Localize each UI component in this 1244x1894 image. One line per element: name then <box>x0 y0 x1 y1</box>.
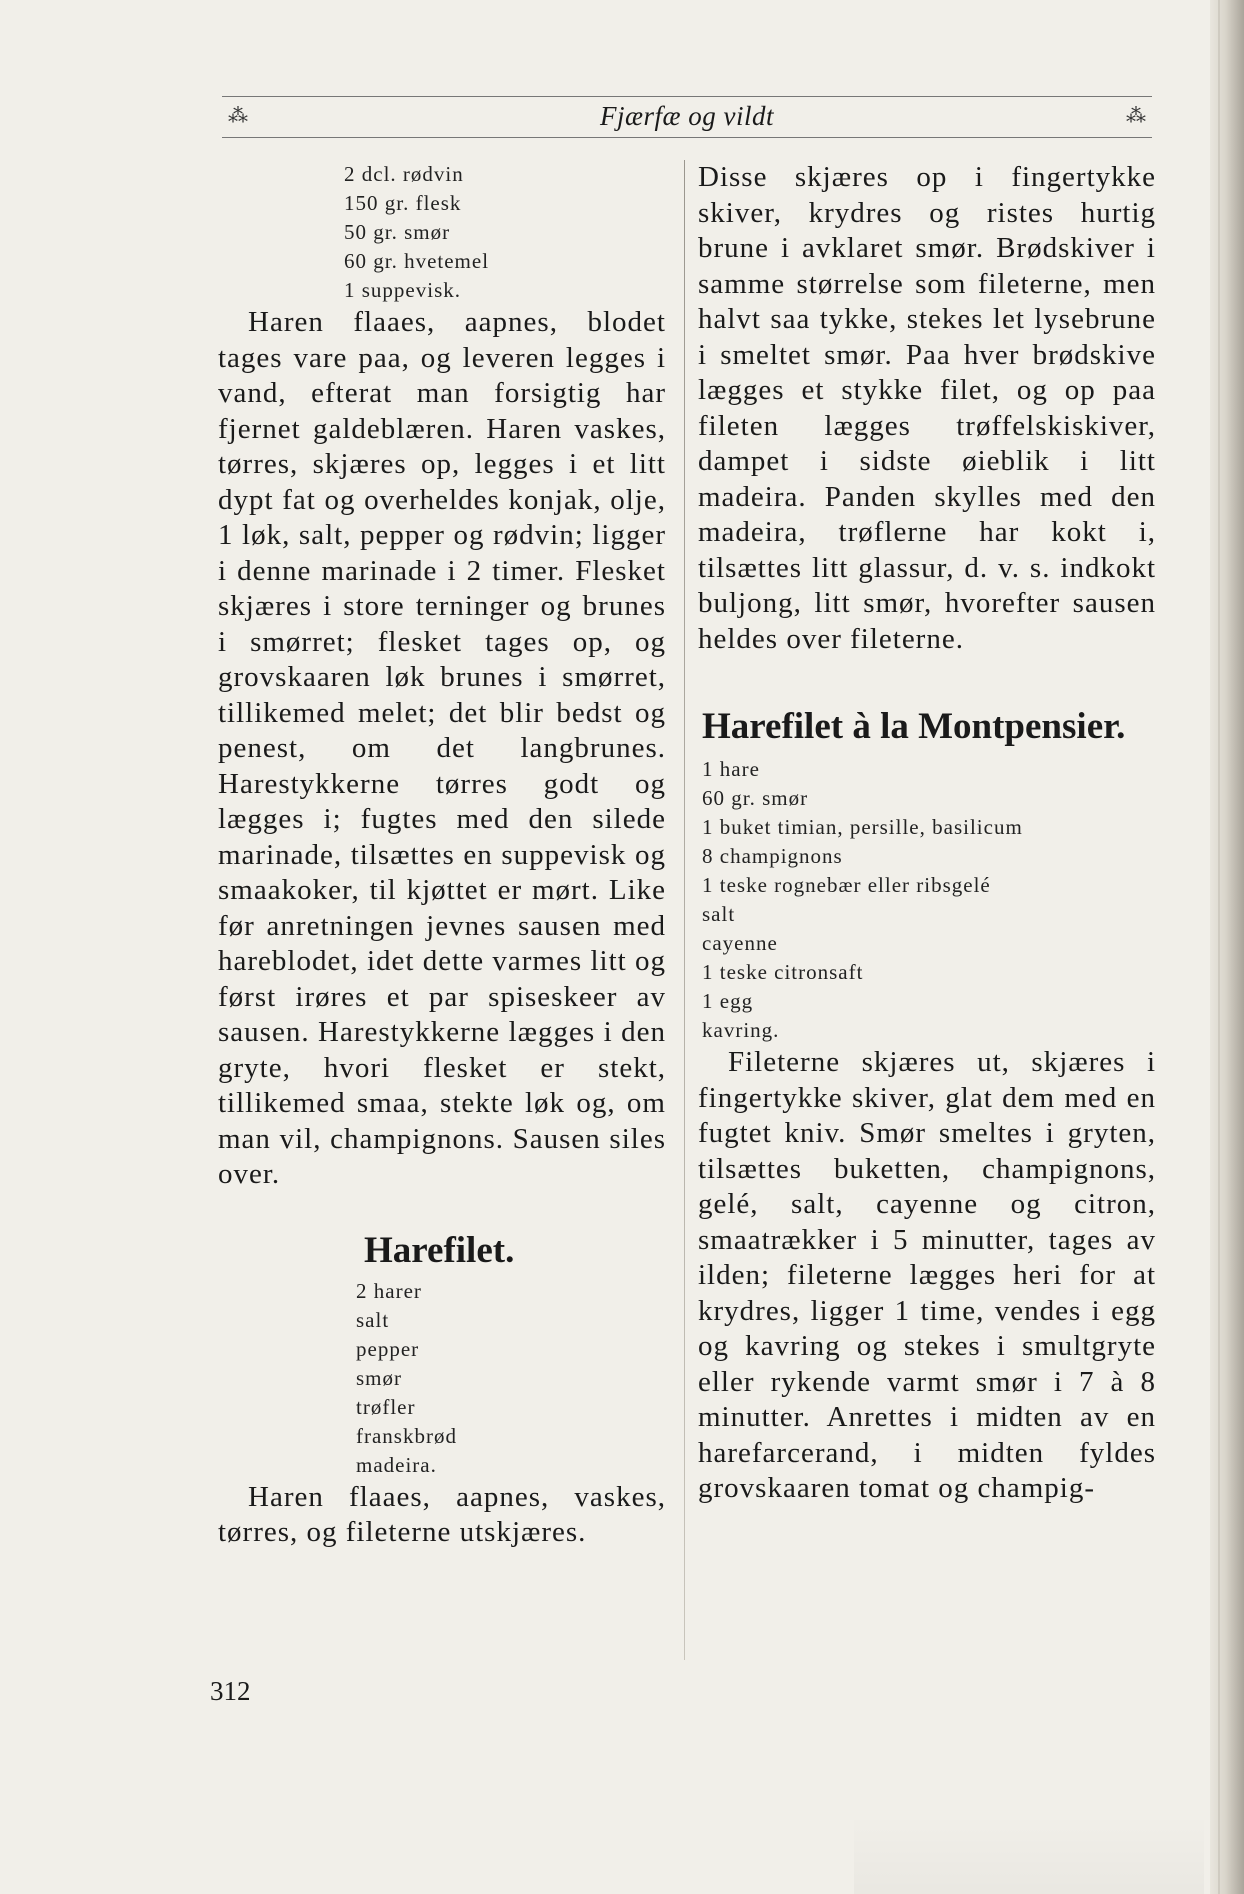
recipe-heading: Harefilet. <box>364 1229 515 1271</box>
recipe-paragraph: Disse skjæres op i fingertykke skiver, krydres og ristes hurtig brune i avklaret smør. Brødskiver i samme størrelse som fileterne, men halvt saa tykke, stekes let lysebrune i smeltet smør. Paa hver brødskive lægges et stykke filet, og op paa fileten lægges trøffelskiskiver, dampet i sidste øieblik i litt madeira. Panden skylles med den madeira, trøflerne har kokt i, tilsættes litt glassur, d. v. s. indkokt buljong, litt smør, hvorefter sausen heldes over fileterne. <box>698 161 1156 655</box>
ingredient-item: 1 buket timian, persille, basilicum <box>702 815 1023 839</box>
recipe-heading: Harefilet à la Montpensier. <box>702 706 1126 747</box>
ingredient-list <box>344 160 666 305</box>
ingredient-item: salt <box>702 902 736 926</box>
ingredient-item: smør <box>356 1365 402 1390</box>
ingredient-list <box>702 755 1156 1045</box>
recipe-paragraph: Haren flaaes, aapnes, vaskes, tørres, og fileterne utskjæres. <box>218 1480 666 1548</box>
ingredient-item: pepper <box>356 1336 420 1361</box>
ingredient-item: 1 egg <box>702 989 754 1013</box>
ingredient-item: 1 hare <box>702 757 760 781</box>
ingredient-item: 50 gr. smør <box>344 220 451 244</box>
ornament-right-icon: ⁂ <box>1126 105 1146 127</box>
ingredient-item: 60 gr. smør <box>702 786 809 810</box>
left-column <box>218 160 666 1551</box>
page-edge <box>1210 0 1244 1894</box>
ingredient-item: 2 harer <box>356 1278 422 1303</box>
recipe-paragraph: Haren flaaes, aapnes, blodet tages vare paa, og leveren legges i vand, efterat man forsigtig har fjernet galdeblæren. Haren vaskes, tørres, skjæres op, legges i et litt dypt fat og overheldes konjak, olje, 1 løk, salt, pepper og rødvin; ligger i denne marinade i 2 timer. Flesket skjæres i store terninger og brunes i smørret; flesket tages op, og grovskaaren løk brunes i smørret, tillikemed melet; det blir bedst og penest, om det langbrunes. Harestykkerne tørres godt og lægges i; fugtes med den silede marinade, tilsættes en suppevisk og smaakoker, til kjøttet er mørt. Like før anretningen jevnes sausen med hareblodet, idet dette varmes litt og først irøres et par spiseskeer av sausen. Harestykkerne lægges i den gryte, hvori flesket er stekt, tillikemed smaa, stekte løk og, om man vil, champignons. Sausen siles over. <box>218 306 666 1190</box>
ingredient-list <box>356 1277 666 1480</box>
ingredient-item: 8 champignons <box>702 844 843 868</box>
ingredient-item: kavring. <box>702 1018 780 1042</box>
ingredient-item: trøfler <box>356 1394 416 1419</box>
ornament-left-icon: ⁂ <box>228 105 248 127</box>
running-head <box>222 96 1152 138</box>
running-head-title: Fjærfæ og vildt <box>599 101 774 131</box>
column-divider <box>684 160 685 1660</box>
ingredient-item: cayenne <box>702 931 778 955</box>
ingredient-item: 2 dcl. rødvin <box>344 162 464 186</box>
ingredient-item: 1 suppevisk. <box>344 278 461 302</box>
ingredient-item: 60 gr. hvetemel <box>344 249 490 273</box>
ingredient-item: 150 gr. flesk <box>344 191 462 215</box>
page-shadow <box>854 1814 1204 1894</box>
right-column <box>698 160 1156 1507</box>
ingredient-item: salt <box>356 1307 390 1332</box>
recipe-paragraph: Fileterne skjæres ut, skjæres i fingertykke skiver, glat dem med en fugtet kniv. Smør smeltes i gryten, tilsættes buketten, champignons, gelé, salt, cayenne og citron, smaatrækker i 5 minutter, tages av ilden; fileterne lægges heri for at krydres, ligger 1 time, vendes i egg og kavring og stekes i smultgryte eller rykende varmt smør i 7 à 8 minutter. Anrettes i midten av en harefarcerand, i midten fyldes grovskaaren tomat og champig- <box>698 1046 1156 1504</box>
ingredient-item: franskbrød <box>356 1423 457 1448</box>
ingredient-item: 1 teske citronsaft <box>702 960 864 984</box>
ingredient-item: madeira. <box>356 1452 437 1477</box>
page-number: 312 <box>210 1676 251 1706</box>
ingredient-item: 1 teske rognebær eller ribsgelé <box>702 873 991 897</box>
